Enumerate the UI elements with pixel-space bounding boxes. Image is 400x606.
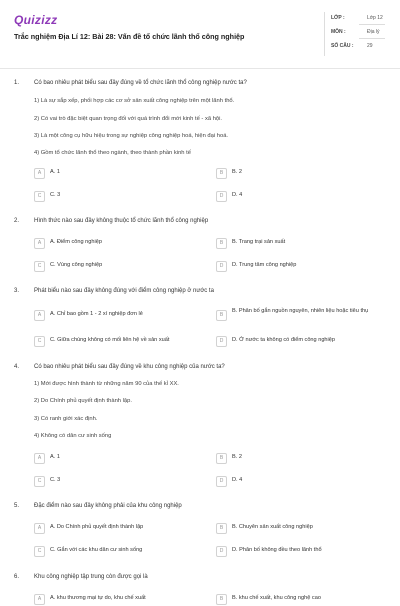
option-text: D. Ở nước ta không có điểm công nghiệp	[232, 337, 336, 343]
option-letter: C	[34, 191, 45, 202]
option-letter: B	[216, 453, 227, 464]
statement: 2) Do Chính phủ quyết định thành lập.	[34, 398, 132, 404]
meta-divider	[359, 24, 385, 25]
option-letter: C	[34, 476, 45, 487]
meta-value: Địa lý	[367, 29, 380, 35]
option-letter: C	[34, 546, 45, 557]
quizizz-logo: Quizizz	[14, 13, 58, 27]
answer-option[interactable]	[216, 168, 386, 180]
question-text: Có bao nhiêu phát biểu sau đây đúng về tổ chức lãnh thổ công nghiệp nước ta?	[34, 80, 247, 86]
answer-option[interactable]	[34, 476, 204, 488]
option-text: A. 1	[50, 454, 60, 460]
statement: 4) Gồm tổ chức lãnh thổ theo ngành, theo thành phần kinh tế	[34, 150, 191, 156]
answer-option[interactable]	[216, 191, 386, 203]
option-text: B. Chuyên sản xuất công nghiệp	[232, 524, 313, 530]
question-number: 2.	[14, 218, 20, 224]
answer-option[interactable]	[34, 310, 204, 322]
answer-option[interactable]	[216, 307, 388, 325]
option-letter: C	[34, 261, 45, 272]
meta-key: MÔN :	[331, 29, 346, 35]
option-text: C. Gắn với các khu dân cư sinh sống	[50, 547, 143, 553]
statement: 3) Là một công cụ hữu hiệu trong sự nghiệp công nghiệp hoá, hiện đại hoá.	[34, 133, 229, 139]
option-letter: C	[34, 336, 45, 347]
question-text: Phát biểu nào sau đây không đúng với điểm công nghiệp ở nước ta	[34, 288, 214, 294]
question-text: Khu công nghiệp tập trung còn được gọi là	[34, 574, 148, 580]
option-letter: A	[34, 310, 45, 321]
statement: 1) Mới được hình thành từ những năm 90 của thế kỉ XX.	[34, 381, 179, 387]
option-letter: B	[216, 168, 227, 179]
question-number: 6.	[14, 574, 20, 580]
option-text: D. 4	[232, 192, 243, 198]
option-letter: A	[34, 238, 45, 249]
option-letter: A	[34, 594, 45, 605]
statement: 1) Là sự sắp xếp, phối hợp các cơ sở sản xuất công nghiệp trên một lãnh thổ.	[34, 98, 235, 104]
answer-option[interactable]	[34, 261, 204, 273]
option-text: D. 4	[232, 477, 243, 483]
answer-option[interactable]	[216, 523, 386, 535]
question-text: Đặc điểm nào sau đây không phải của khu công nghiệp	[34, 503, 182, 509]
answer-option[interactable]	[216, 594, 386, 606]
option-text: C. 3	[50, 477, 61, 483]
option-letter: B	[216, 523, 227, 534]
answer-option[interactable]	[216, 261, 386, 273]
meta-value: 29	[367, 43, 373, 49]
option-text: C. 3	[50, 192, 61, 198]
statement: 4) Không có dân cư sinh sống	[34, 433, 112, 439]
question-text: Hình thức nào sau đây không thuộc tổ chức lãnh thổ công nghiệp	[34, 218, 209, 224]
option-letter: D	[216, 336, 227, 347]
option-text: A. khu thương mại tự do, khu chế xuất	[50, 595, 146, 601]
meta-key: LỚP :	[331, 15, 345, 21]
answer-option[interactable]	[34, 546, 204, 558]
option-text: D. Trung tâm công nghiệp	[232, 262, 297, 268]
option-text: A. Chỉ bao gồm 1 - 2 xí nghiệp đơn lẻ	[50, 311, 143, 317]
meta-key: SỐ CÂU :	[331, 43, 354, 49]
option-letter: A	[34, 168, 45, 179]
meta-row-class	[331, 14, 391, 23]
header-divider	[0, 68, 400, 69]
option-text: A. Do Chính phủ quyết định thành lập	[50, 524, 144, 530]
worksheet-title: Trắc nghiệm Địa Lí 12: Bài 28: Vấn đề tổ chức lãnh thổ công nghiệp	[14, 32, 245, 41]
meta-row-subject	[331, 28, 391, 37]
answer-option[interactable]	[216, 336, 386, 348]
answer-option[interactable]	[34, 453, 204, 465]
answer-option[interactable]	[34, 191, 204, 203]
question-text: Có bao nhiêu phát biểu sau đây đúng về khu công nghiệp của nước ta?	[34, 364, 225, 370]
option-text: B. 2	[232, 454, 242, 460]
option-letter: B	[216, 238, 227, 249]
answer-option[interactable]	[34, 168, 204, 180]
statement: 2) Có vai trò đặc biệt quan trọng đối với quá trình đổi mới kinh tế - xã hội.	[34, 116, 223, 122]
option-text: B. khu chế xuất, khu công nghệ cao	[232, 595, 321, 601]
meta-value: Lớp 12	[367, 15, 383, 21]
option-text: A. Điểm công nghiệp	[50, 239, 102, 245]
answer-option[interactable]	[34, 594, 204, 606]
answer-option[interactable]	[216, 476, 386, 488]
question-number: 1.	[14, 80, 20, 86]
worksheet-header	[0, 0, 400, 70]
option-text: B. Trang trại sản xuất	[232, 239, 286, 245]
meta-row-count	[331, 42, 391, 51]
answer-option[interactable]	[34, 238, 204, 250]
statement: 3) Có ranh giới xác định.	[34, 416, 98, 422]
answer-option[interactable]	[216, 238, 386, 250]
option-letter: D	[216, 191, 227, 202]
answer-option[interactable]	[34, 523, 204, 535]
answer-option[interactable]	[216, 453, 386, 465]
option-text: A. 1	[50, 169, 60, 175]
option-letter: A	[34, 523, 45, 534]
answer-option[interactable]	[216, 546, 386, 558]
question-number: 3.	[14, 288, 20, 294]
option-text: C. Giữa chúng không có mối liên hệ về sản xuất	[50, 337, 170, 343]
question-number: 5.	[14, 503, 20, 509]
option-text: D. Phân bố không đều theo lãnh thổ	[232, 547, 322, 553]
worksheet-meta	[324, 12, 391, 56]
option-text: B. 2	[232, 169, 242, 175]
option-letter: B	[216, 310, 227, 321]
option-letter: D	[216, 261, 227, 272]
question-number: 4.	[14, 364, 20, 370]
option-letter: B	[216, 594, 227, 605]
option-letter: D	[216, 546, 227, 557]
option-letter: D	[216, 476, 227, 487]
meta-divider	[359, 38, 385, 39]
option-text: C. Vùng công nghiệp	[50, 262, 103, 268]
option-text: B. Phân bố gắn nguồn nguyên, nhiên liệu hoặc tiêu thụ	[232, 308, 369, 314]
answer-option[interactable]	[34, 336, 204, 348]
option-letter: A	[34, 453, 45, 464]
